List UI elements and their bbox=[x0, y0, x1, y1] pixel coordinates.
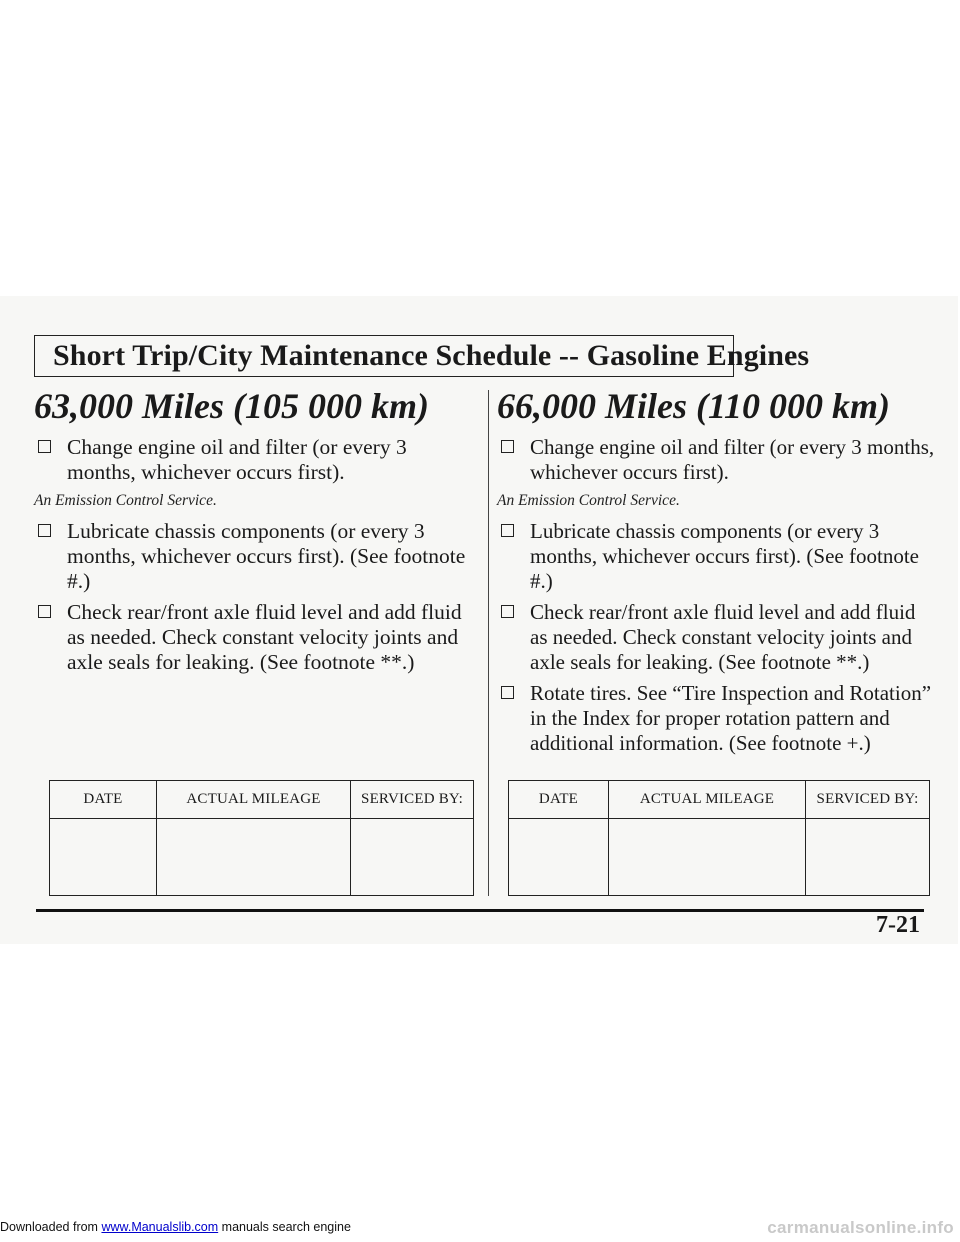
checkbox-icon[interactable] bbox=[501, 440, 514, 453]
table-header-serviced-by: SERVICED BY: bbox=[351, 781, 473, 819]
checkbox-icon[interactable] bbox=[38, 440, 51, 453]
checklist-item bbox=[34, 519, 480, 594]
manualslib-link[interactable]: www.Manualslib.com bbox=[101, 1220, 219, 1234]
date-entry-cell[interactable] bbox=[50, 819, 157, 895]
download-suffix: manuals search engine bbox=[221, 1220, 351, 1234]
footer-rule bbox=[36, 909, 924, 912]
emission-note: An Emission Control Service. bbox=[34, 492, 217, 509]
checkbox-icon[interactable] bbox=[38, 605, 51, 618]
serviced-by-entry-cell[interactable] bbox=[806, 819, 929, 895]
column-divider bbox=[488, 390, 489, 896]
checklist-item-text: Lubricate chassis components (or every 3 months, whichever occurs first). (See footnote #.) bbox=[530, 519, 919, 593]
page-title: Short Trip/City Maintenance Schedule -- Gasoline Engines bbox=[53, 339, 810, 372]
table-header-serviced-by: SERVICED BY: bbox=[806, 781, 929, 819]
checkbox-icon[interactable] bbox=[501, 524, 514, 537]
table-header-date: DATE bbox=[509, 781, 609, 819]
table-header-actual-mileage: ACTUAL MILEAGE bbox=[609, 781, 806, 819]
download-prefix: Downloaded from bbox=[0, 1220, 98, 1234]
checkbox-icon[interactable] bbox=[501, 605, 514, 618]
section-heading: 63,000 Miles (105 000 km) bbox=[34, 386, 429, 426]
checklist-item bbox=[497, 681, 937, 756]
serviced-by-entry-cell[interactable] bbox=[351, 819, 473, 895]
checklist-item bbox=[34, 435, 480, 485]
service-record-table bbox=[508, 780, 930, 896]
section-63000 bbox=[34, 385, 480, 681]
checklist-item bbox=[497, 435, 937, 485]
checkbox-icon[interactable] bbox=[501, 686, 514, 699]
mileage-entry-cell[interactable] bbox=[157, 819, 351, 895]
checklist-item bbox=[34, 600, 480, 675]
mileage-entry-cell[interactable] bbox=[609, 819, 806, 895]
section-66000 bbox=[497, 385, 937, 762]
watermark: carmanualsonline.info bbox=[767, 1218, 954, 1237]
checklist-item-text: Lubricate chassis components (or every 3 months, whichever occurs first). (See footnote #.) bbox=[67, 519, 466, 593]
checklist-item bbox=[497, 600, 937, 675]
checklist-item-text: Check rear/front axle fluid level and add fluid as needed. Check constant velocity joints and axle seals for leaking. (See footnote **.) bbox=[530, 600, 916, 674]
checklist-item-text: Change engine oil and filter (or every 3 months, whichever occurs first). bbox=[67, 435, 407, 484]
date-entry-cell[interactable] bbox=[509, 819, 609, 895]
checklist-item-text: Change engine oil and filter (or every 3 months, whichever occurs first). bbox=[530, 435, 935, 484]
download-bar bbox=[0, 1220, 351, 1234]
table-header-date: DATE bbox=[50, 781, 157, 819]
service-record-table bbox=[49, 780, 474, 896]
page-number: 7-21 bbox=[876, 912, 920, 938]
checkbox-icon[interactable] bbox=[38, 524, 51, 537]
table-header-actual-mileage: ACTUAL MILEAGE bbox=[157, 781, 351, 819]
checklist-item-text: Rotate tires. See “Tire Inspection and Rotation” in the Index for proper rotation pattern and additional information. (See footnote +.) bbox=[530, 681, 932, 755]
emission-note: An Emission Control Service. bbox=[497, 492, 680, 509]
section-heading: 66,000 Miles (110 000 km) bbox=[497, 386, 890, 426]
checklist-item-text: Check rear/front axle fluid level and add fluid as needed. Check constant velocity joints and axle seals for leaking. (See footnote **.) bbox=[67, 600, 462, 674]
checklist-item bbox=[497, 519, 937, 594]
